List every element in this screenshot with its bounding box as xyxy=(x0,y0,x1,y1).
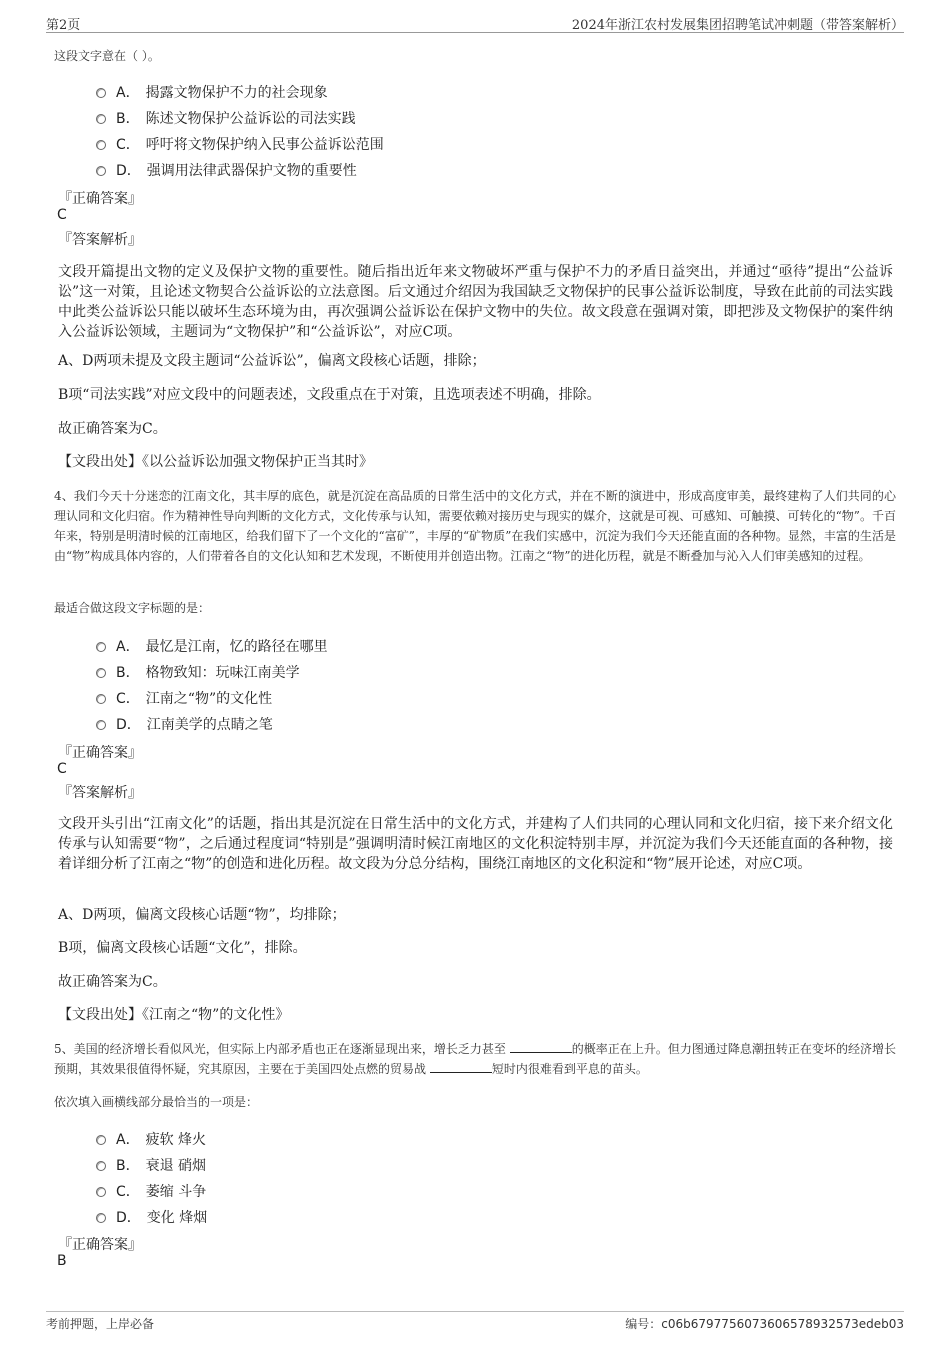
fill-blank-1[interactable] xyxy=(510,1040,572,1053)
radio-icon[interactable] xyxy=(96,668,106,678)
q3-option-c[interactable]: C． 呼吁将文物保护纳入民事公益诉讼范围 xyxy=(96,134,384,154)
q3-option-a[interactable]: A． 揭露文物保护不力的社会现象 xyxy=(96,82,328,102)
q3-stem: 这段文字意在（ ）。 xyxy=(54,49,160,63)
document-code: 编号：c06b679775607360657893257​3edeb03 xyxy=(625,1317,904,1331)
q4-option-c[interactable]: C． 江南之“物”的文化性 xyxy=(96,688,272,708)
q3-option-b[interactable]: B． 陈述文物保护公益诉讼的司法实践 xyxy=(96,108,356,128)
radio-icon[interactable] xyxy=(96,140,106,150)
radio-icon[interactable] xyxy=(96,1187,106,1197)
q5-passage: 5、美国的经济增长看似风光，但实际上内部矛盾也正在逐渐显现出来，增长乏力甚至 的概率正在上升。但力图通过降息潮扭转正在变坏的经济增长预期，其效果很值得怀疑，究其原因，主要在于美国四处点燃的贸易战 短时内很难看到平息的苗头。 xyxy=(54,1042,896,1076)
q3-analysis-text: 文段开篇提出文物的定义及保护文物的重要性。随后指出近年来文物破坏严重与保护不力的矛盾日益突出，并通过“亟待”提出“公益诉讼”这一对策，且论述文物契合公益诉讼的立法意图。后文通过介绍因为我国缺乏文物保护的民事公益诉讼制度，导致在此前的司法实践中此类公益诉讼只能以破坏生态环境为由，再次强调公益诉讼在保护文物中的失位。故文段意在强调对策，即把涉及文物保护的案件纳入公益诉讼领域，主题词为“文物保护”和“公益诉讼”，对应C项。 xyxy=(58,264,893,340)
q4-source: 【文段出处】《江南之“物”的文化性》 xyxy=(58,1007,290,1023)
q3-analysis-line1: A、D两项未提及文段主题词“公益诉讼”，偏离文段核心话题，排除； xyxy=(58,353,486,369)
q5-answer-label: 『正确答案』 xyxy=(58,1237,142,1253)
q4-analysis-text: 文段开头引出“江南文化”的话题，指出其是沉淀在日常生活中的文化方式，并建构了人们共同的心理认同和文化归宿，接下来介绍文化传承与认知需要“物”，之后通过程度词“特别是”强调明清时候江南地区的文化积淀特别丰厚，并沉淀为我们今天还能直面的各种物，接着详细分析了江南之“物”的创造和进化历程。故文段为分总分结构，围绕江南地区的文化积淀和“物”展开论述，对应C项。 xyxy=(58,816,893,872)
q3-answer-label: 『正确答案』 xyxy=(58,191,142,207)
q4-answer-label: 『正确答案』 xyxy=(58,745,142,761)
radio-icon[interactable] xyxy=(96,1213,106,1223)
q4-conclusion: 故正确答案为C。 xyxy=(58,974,167,990)
page-number: 第2页 xyxy=(46,18,81,33)
radio-icon[interactable] xyxy=(96,720,106,730)
document-title: 2024年浙江农村发展集团招聘笔试冲刺题（带答案解析） xyxy=(571,18,904,33)
radio-icon[interactable] xyxy=(96,88,106,98)
radio-icon[interactable] xyxy=(96,642,106,652)
q5-answer: B xyxy=(57,1253,67,1269)
q3-conclusion: 故正确答案为C。 xyxy=(58,421,167,437)
q3-analysis-label: 『答案解析』 xyxy=(58,232,142,248)
fill-blank-2[interactable] xyxy=(430,1060,492,1073)
page-footer xyxy=(46,1311,904,1336)
q4-option-a[interactable]: A． 最忆是江南，忆的路径在哪里 xyxy=(96,636,328,656)
q4-analysis-label: 『答案解析』 xyxy=(58,785,142,801)
q5-option-c[interactable]: C． 萎缩 斗争 xyxy=(96,1181,206,1201)
q5-option-d[interactable]: D． 变化 烽烟 xyxy=(96,1207,207,1227)
q4-passage: 4、我们今天十分迷恋的江南文化，其丰厚的底色，就是沉淀在高品质的日常生活中的文化方式，并在不断的演进中，形成高度审美，最终建构了人们共同的心理认同和文化归宿。作为精神性导向判断的文化方式，文化传承与认知，需要依赖对接历史与现实的媒介，这就是可视、可感知、可触摸、可转化的“物”。千百年来，特别是明清时候的江南地区，给我们留下了一个文化的“富矿”，丰厚的“矿物质”在我们实感中，沉淀为我们今天还能直面的各种物。显然，丰富的生活是由“物”构成具体内容的，人们带着各自的文化认知和艺术发现，不断使用并创造出物。江南之“物”的进化历程，就是不断叠加与沁入人们审美感知的过程。 xyxy=(54,489,896,563)
q3-answer: C xyxy=(57,207,67,223)
radio-icon[interactable] xyxy=(96,166,106,176)
radio-icon[interactable] xyxy=(96,1135,106,1145)
footer-slogan: 考前押题，上岸必备 xyxy=(46,1317,155,1331)
radio-icon[interactable] xyxy=(96,114,106,124)
q3-source: 【文段出处】《以公益诉讼加强文物保护正当其时》 xyxy=(58,454,373,470)
q3-analysis-line2: B项“司法实践”对应文段中的问题表述，文段重点在于对策，且选项表述不明确，排除。 xyxy=(58,387,601,403)
q3-option-d[interactable]: D． 强调用法律武器保护文物的重要性 xyxy=(96,160,357,180)
radio-icon[interactable] xyxy=(96,1161,106,1171)
q4-option-d[interactable]: D． 江南美学的点睛之笔 xyxy=(96,714,273,734)
q5-option-b[interactable]: B． 衰退 硝烟 xyxy=(96,1155,206,1175)
q5-stem: 依次填入画横线部分最恰当的一项是： xyxy=(54,1095,259,1109)
radio-icon[interactable] xyxy=(96,694,106,704)
q4-analysis-line1: A、D两项，偏离文段核心话题“物”，均排除； xyxy=(58,907,346,923)
page-header xyxy=(46,12,904,33)
q4-option-b[interactable]: B． 格物致知：玩味江南美学 xyxy=(96,662,300,682)
q4-answer: C xyxy=(57,761,67,777)
q4-stem: 最适合做这段文字标题的是： xyxy=(54,601,211,615)
q5-option-a[interactable]: A． 疲软 烽火 xyxy=(96,1129,206,1149)
q4-analysis-line2: B项，偏离文段核心话题“文化”，排除。 xyxy=(58,940,307,956)
